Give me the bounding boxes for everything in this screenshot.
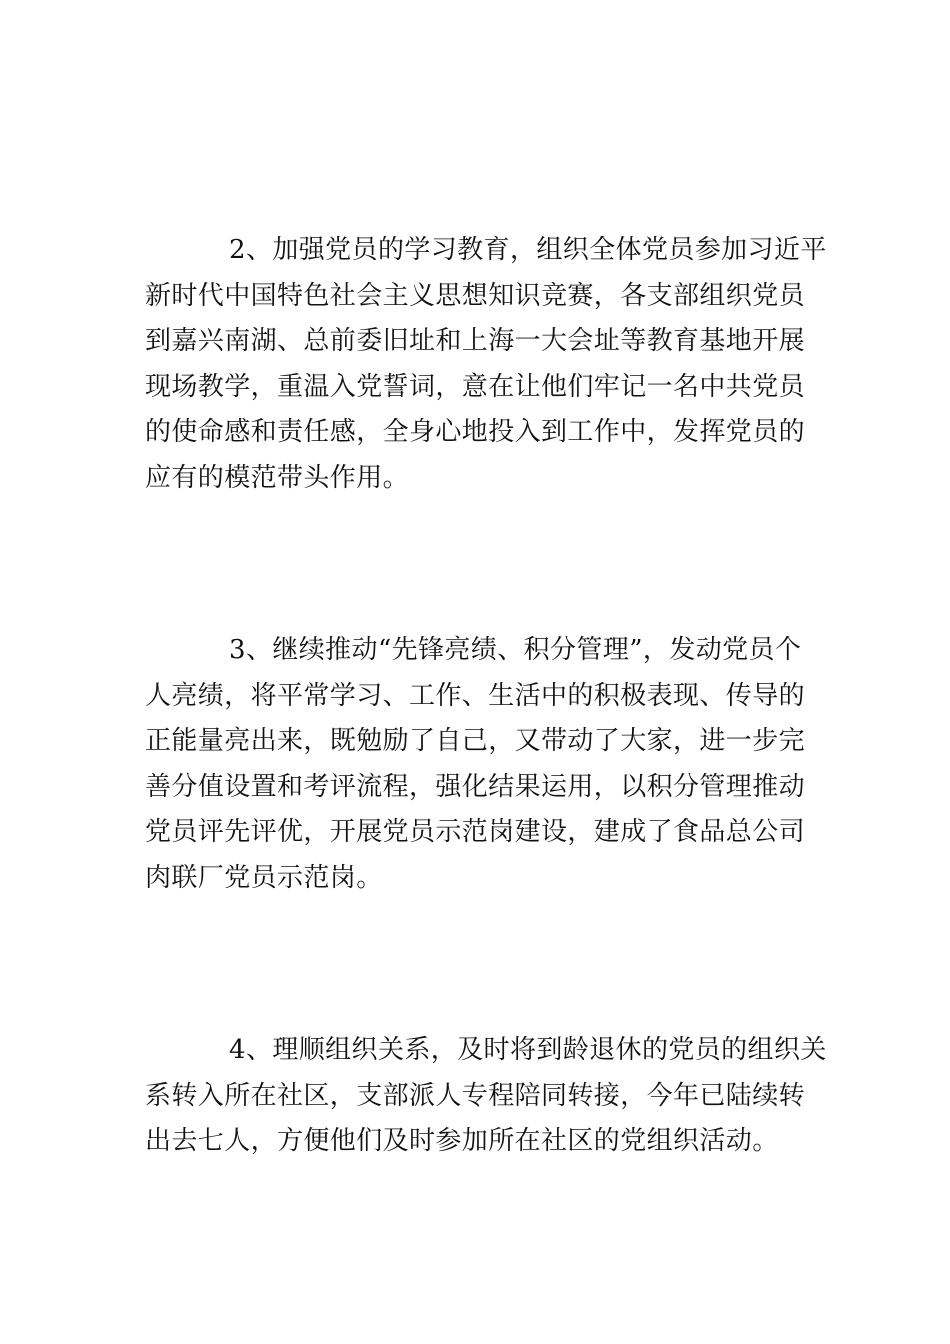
paragraph-line: 系转入所在社区，支部派人专程陪同转接，今年已陆续转 — [145, 1080, 806, 1111]
paragraph-line: 2、加强党员的学习教育，组织全体党员参加习近平 — [229, 235, 827, 265]
paragraph-line: 到嘉兴南湖、总前委旧址和上海一大会址等教育基地开展 — [145, 326, 806, 356]
paragraph-line: 现场教学，重温入党誓词，意在让他们牢记一名中共党员 — [145, 371, 806, 402]
paragraph-line: 善分值设置和考评流程，强化结果运用，以积分管理推动 — [145, 771, 806, 802]
paragraph-line: 新时代中国特色社会主义思想知识竞赛，各支部组织党员 — [145, 280, 806, 311]
paragraph-3 — [145, 628, 805, 901]
paragraph-line: 出去七人，方便他们及时参加所在社区的党组织活动。 — [145, 1126, 779, 1156]
paragraph-line: 4、理顺组织关系，及时将到龄退休的党员的组织关 — [229, 1035, 827, 1065]
paragraph-line: 正能量亮出来，既勉励了自己，又带动了大家，进一步完 — [145, 726, 806, 756]
paragraph-line: 的使命感和责任感，全身心地投入到工作中，发挥党员的 — [145, 417, 806, 447]
paragraph-2 — [145, 228, 827, 501]
paragraph-line: 党员评先评优，开展党员示范岗建设，建成了食品总公司 — [145, 817, 806, 847]
paragraph-line: 3、继续推动“先锋亮绩、积分管理”，发动党员个 — [229, 635, 802, 665]
paragraph-line: 肉联厂党员示范岗。 — [145, 862, 383, 893]
paragraph-line: 人亮绩，将平常学习、工作、生活中的积极表现、传导的 — [145, 680, 806, 711]
paragraph-line: 应有的模范带头作用。 — [145, 462, 410, 493]
paragraph-4 — [145, 1028, 827, 1165]
